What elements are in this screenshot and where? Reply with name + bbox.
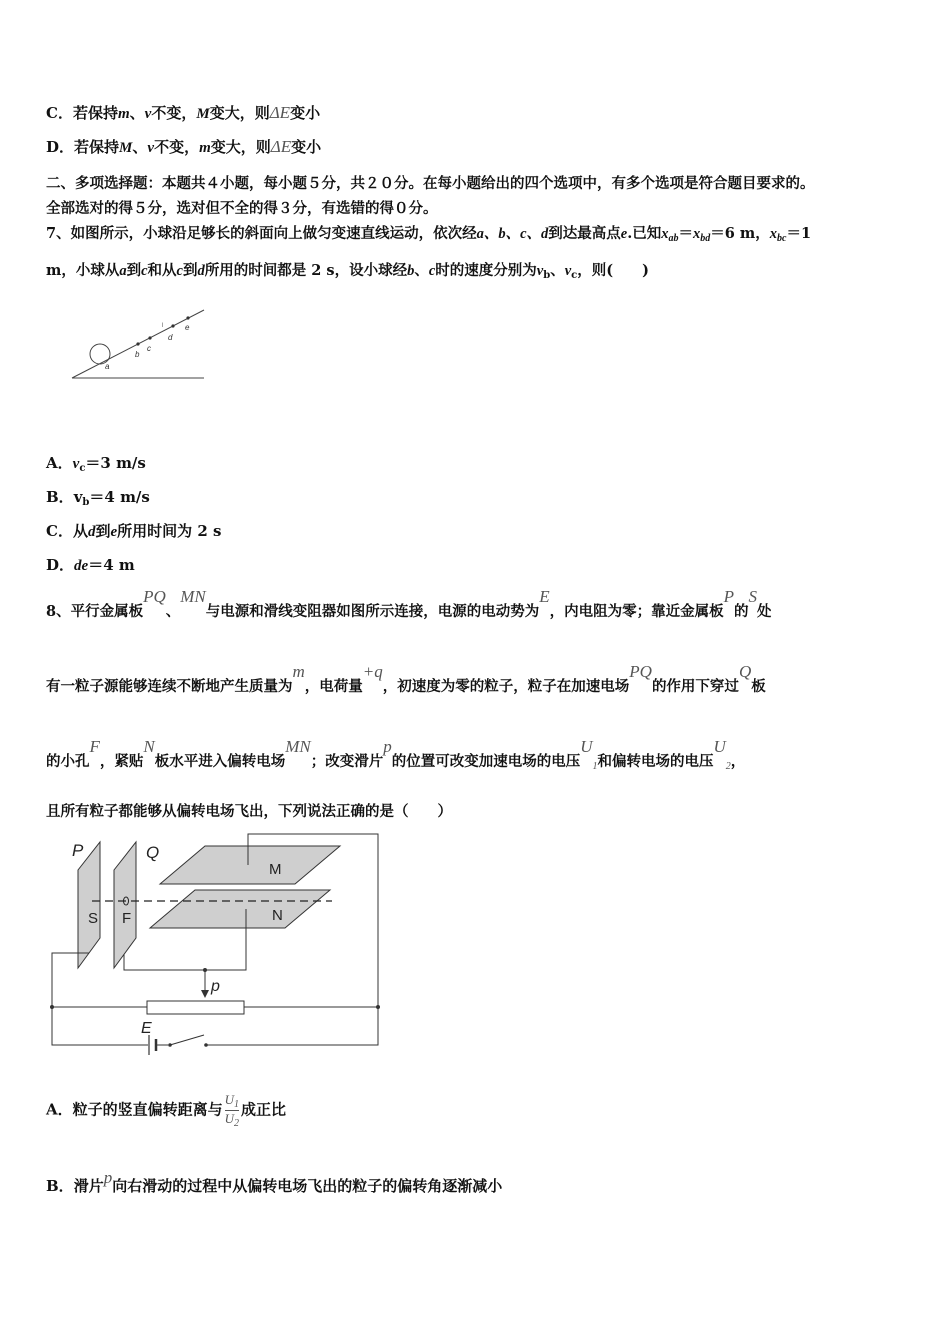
label-p: p: [211, 978, 220, 995]
point-c: [148, 336, 151, 339]
q8-stem-line2: 有一粒子源能够连续不断地产生质量为m，电荷量+q，初速度为零的粒子，粒子在加速电场PQ的作用下穿过Q板: [46, 662, 766, 695]
label-tick: l: [162, 323, 164, 329]
label-b: b: [135, 350, 140, 359]
q6-option-c: C．若保持m、v不变，M变大，则ΔE变小: [46, 103, 321, 122]
section2-line2: 全部选对的得５分，选对但不全的得３分，有选错的得０分。: [46, 200, 438, 217]
point-d: [171, 324, 174, 327]
q7-option-a: A．$v_c=3$ m/s: [46, 454, 146, 474]
label-c: c: [147, 344, 151, 353]
label-E: E: [141, 1020, 152, 1037]
plate-p: [78, 842, 100, 968]
junction-dot-1: [203, 968, 207, 972]
point-b: [136, 342, 139, 345]
q7-stem-line2: m，小球从a到c和从c到d所用的时间都是 2 s，设小球经b、c时的速度分别为$v_b$、$v_c$，则( ): [46, 262, 649, 281]
label-d: d: [168, 333, 173, 342]
q7-option-b: B．$v_b=4$ m/s: [46, 488, 150, 508]
fraction-u1-u2: $\frac{U_1}{U_2}$: [224, 1092, 240, 1129]
wire-p: [52, 953, 148, 1045]
point-e: [186, 316, 189, 319]
label-Q: Q: [146, 843, 160, 862]
q8-option-b: B．滑片p向右滑动的过程中从偏转电场飞出的粒子的偏转角逐渐减小: [46, 1168, 503, 1195]
slider-arrow-icon: [201, 990, 209, 998]
label-M: M: [269, 861, 282, 878]
label-F: F: [122, 910, 132, 927]
junction-dot-2: [50, 1005, 54, 1009]
switch-blade: [170, 1035, 204, 1045]
plate-m: [160, 846, 340, 884]
q7-stem-line1: 7、如图所示，小球沿足够长的斜面向上做匀变速直线运动，依次经a、b、c、d到达最高点e.已知$x_{ab}=x_{bd}=6$ m，$x_{bc}=1$: [46, 225, 812, 244]
q7-option-c: C．从d到e所用时间为 2 s: [46, 522, 222, 540]
plate-n: [150, 890, 330, 928]
q8-circuit-figure: [40, 830, 385, 1060]
label-P: P: [72, 841, 84, 860]
q8-stem-line3: 的小孔F，紧贴N板水平进入偏转电场MN；改变滑片p的位置可改变加速电场的电压$U_1$和偏转电场的电压$U_2$，: [46, 737, 746, 772]
q7-option-d: D．de＝4 m: [46, 556, 135, 574]
q8-stem-line4: 且所有粒子都能够从偏转电场飞出，下列说法正确的是（ ）: [46, 803, 452, 820]
label-a: a: [105, 362, 110, 371]
label-S: S: [88, 910, 99, 927]
label-N: N: [272, 907, 283, 924]
ball: [90, 344, 110, 364]
section2-line1: 二、多项选择题：本题共４小题，每小题５分，共２０分。在每小题给出的四个选项中，有多个选项是符合题目要求的。: [46, 175, 815, 192]
q7-incline-figure: [66, 305, 211, 385]
q8-stem-line1: 8、平行金属板PQ、MN与电源和滑线变阻器如图所示连接，电源的电动势为E，内电阻为零；靠近金属板P的S处: [46, 587, 772, 620]
q6-option-d: D．若保持M、v不变，m变大，则ΔE变小: [46, 137, 322, 156]
q8-option-a: A．粒子的竖直偏转距离与 $\frac{U_1}{U_2}$ 成正比: [46, 1092, 287, 1129]
rheostat: [147, 1001, 244, 1014]
label-e: e: [185, 323, 190, 332]
